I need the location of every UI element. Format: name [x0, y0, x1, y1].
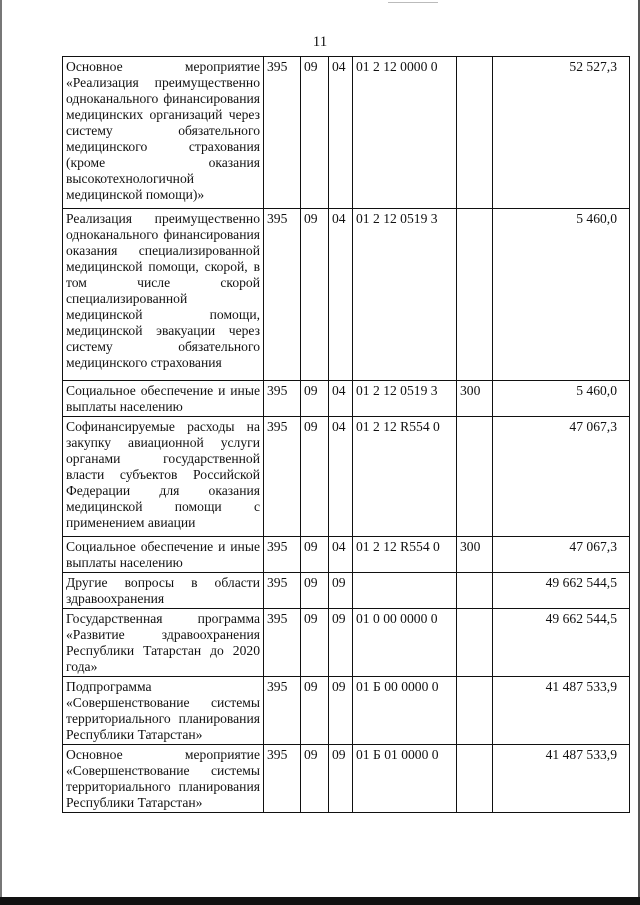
table-row	[63, 745, 630, 813]
row-code: 395	[264, 209, 301, 381]
row-code: 395	[264, 381, 301, 417]
budget-table	[62, 56, 630, 813]
row-code: 395	[264, 745, 301, 813]
row-subsection: 09	[329, 745, 353, 813]
row-subsection: 09	[329, 573, 353, 609]
row-name: Социальное обеспечение и иные выплаты населению	[63, 537, 264, 573]
row-name: Основное мероприятие «Совершенствование системы территориального планирования Республики Татарстан»	[63, 745, 264, 813]
row-name: Софинансируемые расходы на закупку авиационной услуги органами государственной власти субъектов Российской Федерации для оказания медицинской помощи с применением авиации	[63, 417, 264, 537]
table-row	[63, 677, 630, 745]
row-target-item: 01 2 12 0000 0	[353, 57, 457, 209]
row-section: 09	[301, 209, 329, 381]
row-code: 395	[264, 417, 301, 537]
row-section: 09	[301, 381, 329, 417]
row-subsection: 04	[329, 57, 353, 209]
row-code: 395	[264, 573, 301, 609]
table-row	[63, 381, 630, 417]
table-row	[63, 417, 630, 537]
row-subsection: 09	[329, 677, 353, 745]
row-name: Другие вопросы в области здравоохранения	[63, 573, 264, 609]
row-expense-type	[457, 417, 493, 537]
row-expense-type	[457, 745, 493, 813]
row-target-item: 01 2 12 0519 3	[353, 209, 457, 381]
row-sum: 52 527,3	[493, 57, 630, 209]
row-subsection: 04	[329, 417, 353, 537]
table-row	[63, 209, 630, 381]
row-code: 395	[264, 677, 301, 745]
row-expense-type	[457, 209, 493, 381]
row-target-item: 01 0 00 0000 0	[353, 609, 457, 677]
row-name: Государственная программа «Развитие здравоохранения Республики Татарстан до 2020 года»	[63, 609, 264, 677]
row-sum: 47 067,3	[493, 417, 630, 537]
row-section: 09	[301, 573, 329, 609]
row-sum: 47 067,3	[493, 537, 630, 573]
row-sum: 5 460,0	[493, 209, 630, 381]
row-target-item: 01 2 12 R554 0	[353, 537, 457, 573]
row-section: 09	[301, 745, 329, 813]
row-name: Подпрограмма «Совершенствование системы территориального планирования Республики Татарстан»	[63, 677, 264, 745]
row-code: 395	[264, 57, 301, 209]
table-row	[63, 57, 630, 209]
row-subsection: 04	[329, 381, 353, 417]
row-expense-type	[457, 677, 493, 745]
row-sum: 41 487 533,9	[493, 677, 630, 745]
row-target-item: 01 2 12 R554 0	[353, 417, 457, 537]
row-section: 09	[301, 677, 329, 745]
row-target-item: 01 Б 01 0000 0	[353, 745, 457, 813]
row-sum: 41 487 533,9	[493, 745, 630, 813]
row-code: 395	[264, 537, 301, 573]
row-expense-type: 300	[457, 381, 493, 417]
table-row	[63, 573, 630, 609]
row-target-item: 01 Б 00 0000 0	[353, 677, 457, 745]
row-expense-type	[457, 609, 493, 677]
page-number: 11	[312, 34, 328, 50]
row-name: Основное мероприятие «Реализация преимущественно одноканального финансирования медицинских организаций через систему обязательного медицинского страхования (кроме оказания высокотехнологичной медицинской помощи)»	[63, 57, 264, 209]
scan-top-mark	[388, 2, 438, 3]
row-subsection: 04	[329, 537, 353, 573]
row-name: Реализация преимущественно одноканального финансирования оказания специализированной медицинской помощи, скорой, в том числе скорой специализированной медицинской помощи, медицинской эвакуации через систему обязательного медицинского страхования	[63, 209, 264, 381]
scan-border-bottom	[0, 897, 640, 905]
scan-border-left	[0, 0, 2, 905]
row-section: 09	[301, 537, 329, 573]
row-section: 09	[301, 609, 329, 677]
row-expense-type: 300	[457, 537, 493, 573]
row-subsection: 04	[329, 209, 353, 381]
row-subsection: 09	[329, 609, 353, 677]
row-code: 395	[264, 609, 301, 677]
row-sum: 5 460,0	[493, 381, 630, 417]
row-expense-type	[457, 573, 493, 609]
row-section: 09	[301, 57, 329, 209]
row-name: Социальное обеспечение и иные выплаты населению	[63, 381, 264, 417]
row-sum: 49 662 544,5	[493, 573, 630, 609]
row-sum: 49 662 544,5	[493, 609, 630, 677]
row-target-item: 01 2 12 0519 3	[353, 381, 457, 417]
row-target-item	[353, 573, 457, 609]
row-section: 09	[301, 417, 329, 537]
table-row	[63, 537, 630, 573]
table-row	[63, 609, 630, 677]
row-expense-type	[457, 57, 493, 209]
